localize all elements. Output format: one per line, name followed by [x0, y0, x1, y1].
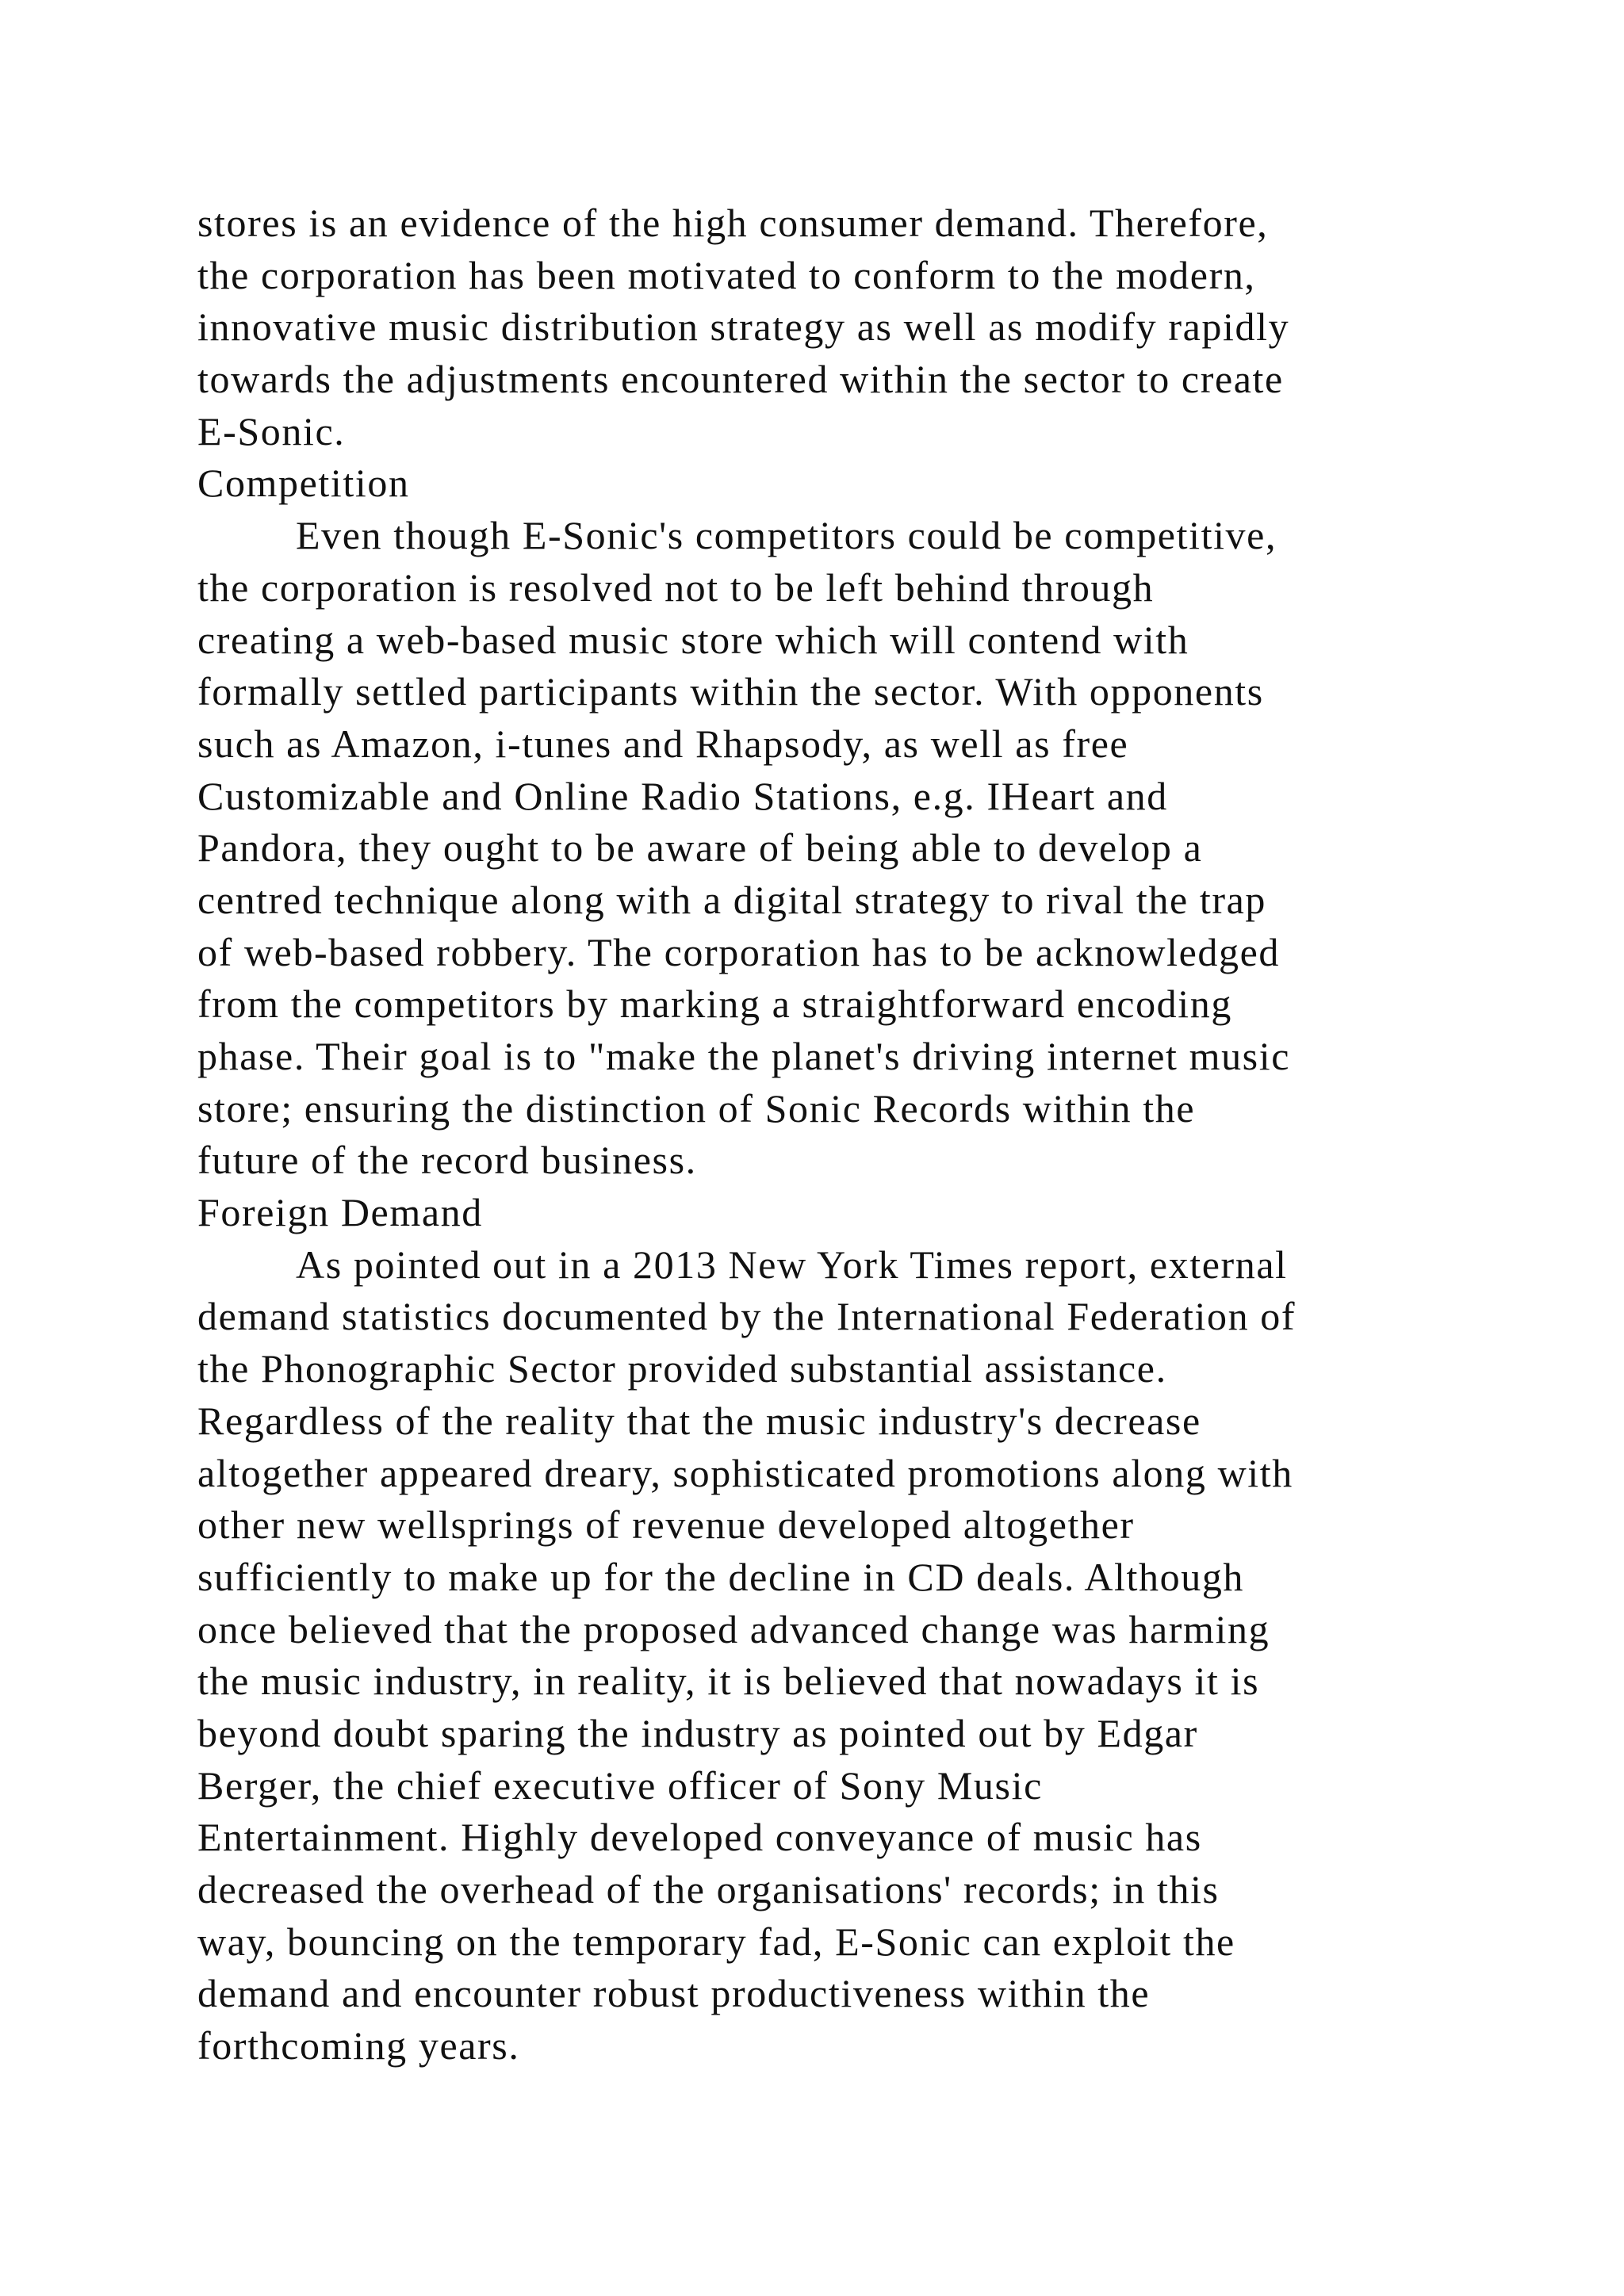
paragraph-line: from the competitors by marking a straightforward encoding [197, 982, 1232, 1027]
section-heading-competition: Competition [197, 461, 410, 506]
paragraph-line: towards the adjustments encountered within the sector to create [197, 357, 1284, 402]
paragraph-line: altogether appeared dreary, sophisticated promotions along with [197, 1450, 1293, 1495]
paragraph-line: stores is an evidence of the high consumer demand. Therefore, [197, 201, 1269, 245]
paragraph-line: Pandora, they ought to be aware of being able to develop a [197, 825, 1203, 871]
document-body [197, 197, 1506, 2072]
paragraph-line: once believed that the proposed advanced change was harming [197, 1606, 1270, 1651]
paragraph-line: decreased the overhead of the organisations' records; in this [197, 1867, 1220, 1911]
paragraph-line: the corporation has been motivated to conform to the modern, [197, 252, 1256, 297]
paragraph-line: demand and encounter robust productiveness within the [197, 1971, 1151, 2016]
paragraph-line: creating a web-based music store which will contend with [197, 617, 1189, 662]
paragraph-line: formally settled participants within the sector. With opponents [197, 669, 1264, 714]
paragraph-line: Entertainment. Highly developed conveyance of music has [197, 1815, 1202, 1860]
paragraph-line: such as Amazon, i-tunes and Rhapsody, as well as free [197, 721, 1129, 766]
paragraph-line: forthcoming years. [197, 2023, 520, 2068]
paragraph-line: beyond doubt sparing the industry as pointed out by Edgar [197, 1710, 1198, 1755]
section-heading-foreign-demand: Foreign Demand [197, 1190, 483, 1235]
paragraph-line: Even though E-Sonic's competitors could be competitive, [296, 513, 1277, 558]
paragraph-line: As pointed out in a 2013 New York Times report, external [296, 1242, 1288, 1287]
paragraph-line: Regardless of the reality that the music industry's decrease [197, 1398, 1201, 1443]
paragraph-line: Berger, the chief executive officer of Sony Music [197, 1762, 1043, 1808]
paragraph-line: the music industry, in reality, it is believed that nowadays it is [197, 1659, 1260, 1704]
paragraph-line: centred technique along with a digital strategy to rival the trap [197, 877, 1267, 922]
paragraph-line: store; ensuring the distinction of Sonic Records within the [197, 1085, 1196, 1131]
paragraph-line: sufficiently to make up for the decline in CD deals. Although [197, 1554, 1245, 1599]
paragraph-line: future of the record business. [197, 1138, 697, 1183]
paragraph-line: Customizable and Online Radio Stations, e.g. IHeart and [197, 773, 1168, 818]
paragraph-line: way, bouncing on the temporary fad, E-Sonic can exploit the [197, 1919, 1235, 1964]
paragraph-line: innovative music distribution strategy as well as modify rapidly [197, 304, 1290, 350]
paragraph-line: E-Sonic. [197, 408, 346, 453]
paragraph-line: of web-based robbery. The corporation has to be acknowledged [197, 929, 1280, 974]
paragraph-line: other new wellsprings of revenue developed altogether [197, 1502, 1135, 1548]
paragraph-line: the corporation is resolved not to be left behind through [197, 564, 1155, 610]
paragraph-line: phase. Their goal is to "make the planet's driving internet music [197, 1034, 1291, 1078]
paragraph-line: the Phonographic Sector provided substantial assistance. [197, 1346, 1167, 1391]
paragraph-line: demand statistics documented by the International Federation of [197, 1294, 1297, 1339]
